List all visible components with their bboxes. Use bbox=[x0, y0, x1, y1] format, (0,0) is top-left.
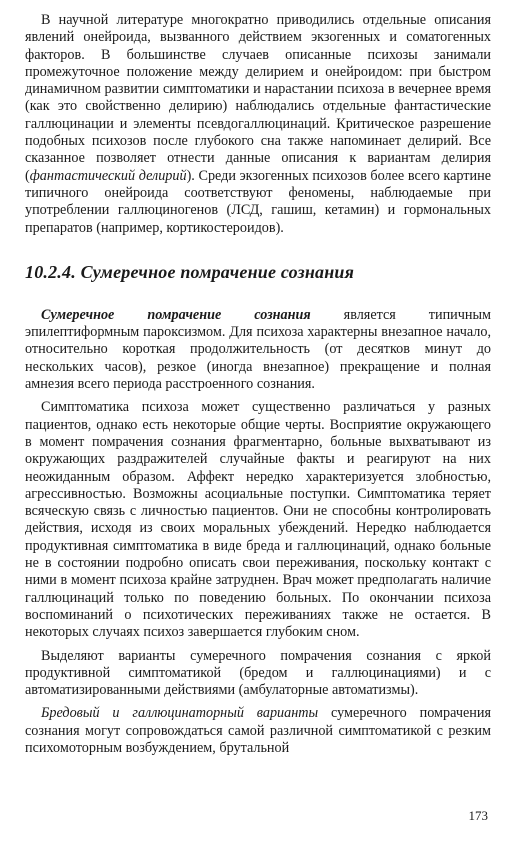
page-number: 173 bbox=[468, 808, 488, 823]
paragraph-text: сумеречного помрачения сознания могут сопровождаться самой различной симптоматикой с резким психомоторным возбуждением, брутальной bbox=[25, 705, 491, 756]
paragraph-text: является типичным эпилептиформным пароксизмом. Для психоза характерны внезапное начало, относительно короткая продолжительность (от десятков минут до нескольких часов), резкое (иногда внезапное) прекращение и полная амнезия всего периода расстроенного сознания. bbox=[25, 306, 492, 393]
page-body bbox=[25, 12, 491, 757]
paragraph-text: В научной литературе многократно приводились отдельные описания явлений онейроида, вызванного действием экзогенных и соматогенных факторов. В большинстве случаев описанные психозы занимали промежуточное положение между делирием и онейроидом: при быстром динамичном развитии симптоматики и нарастании психоза в вечернее время (как это свойственно делирию) наблюдались отдельные фантастические галлюцинации и элементы псевдогаллюцинаций. Критическое разрешение подобных психозов после глубокого сна также напоминает делирий. Все сказанное позволяет отнести данные описания к вариантам делирия ( bbox=[25, 12, 491, 184]
section-heading: 10.2.4. Сумеречное помрачение сознания bbox=[25, 261, 355, 282]
italic-term: Бредовый и галлюцинаторный варианты bbox=[41, 705, 319, 722]
paragraph-variants: Выделяют варианты сумеречного помрачения сознания с яркой продуктивной симптоматикой (бредом и галлюцинациями) и с автоматизированными действиями (амбулаторные автоматизмы). bbox=[25, 647, 491, 699]
paragraph-oneiroid-exogenous bbox=[25, 12, 491, 237]
paragraph-delusional-variant bbox=[25, 705, 491, 757]
paragraph-twilight-definition bbox=[25, 307, 491, 393]
italic-term: фантастический делирий bbox=[29, 167, 187, 184]
bold-italic-term: Сумеречное помрачение сознания bbox=[41, 306, 311, 323]
paragraph-text-tail: ). Среди экзогенных психозов более всего картине типичного онейроида соответствуют феномены, наблюдаемые при употреблении галлюциногенов (ЛСД, гашиш, кетамин) и гормональных препаратов (например, кортикостероидов). bbox=[25, 167, 491, 236]
paragraph-symptoms: Симптоматика психоза может существенно различаться у разных пациентов, однако есть некоторые общие черты. Восприятие окружающего в момент помрачения сознания фрагментарно, больные выхватывают из окружающих раздражителей случайные факты и реагируют на них неожиданным образом. Аффект нередко характеризуется злобностью, агрессивностью. Возможны асоциальные поступки. Симптоматика теряет всяческую связь с личностью пациентов. Они не способны контролировать действия, исходя из своих моральных убеждений. Нередко наблюдается продуктивная симптоматика в виде бреда и галлюцинаций, однако больные не в состоянии подробно описать свои переживания, поскольку контакт с ними в момент психоза крайне затруднен. Врач может предполагать наличие галлюцинаций только по поведению больных. По окончании психоза воспоминаний о психотических переживаниях также не остается. В некоторых случаях психоз завершается глубоким сном. bbox=[25, 399, 491, 641]
